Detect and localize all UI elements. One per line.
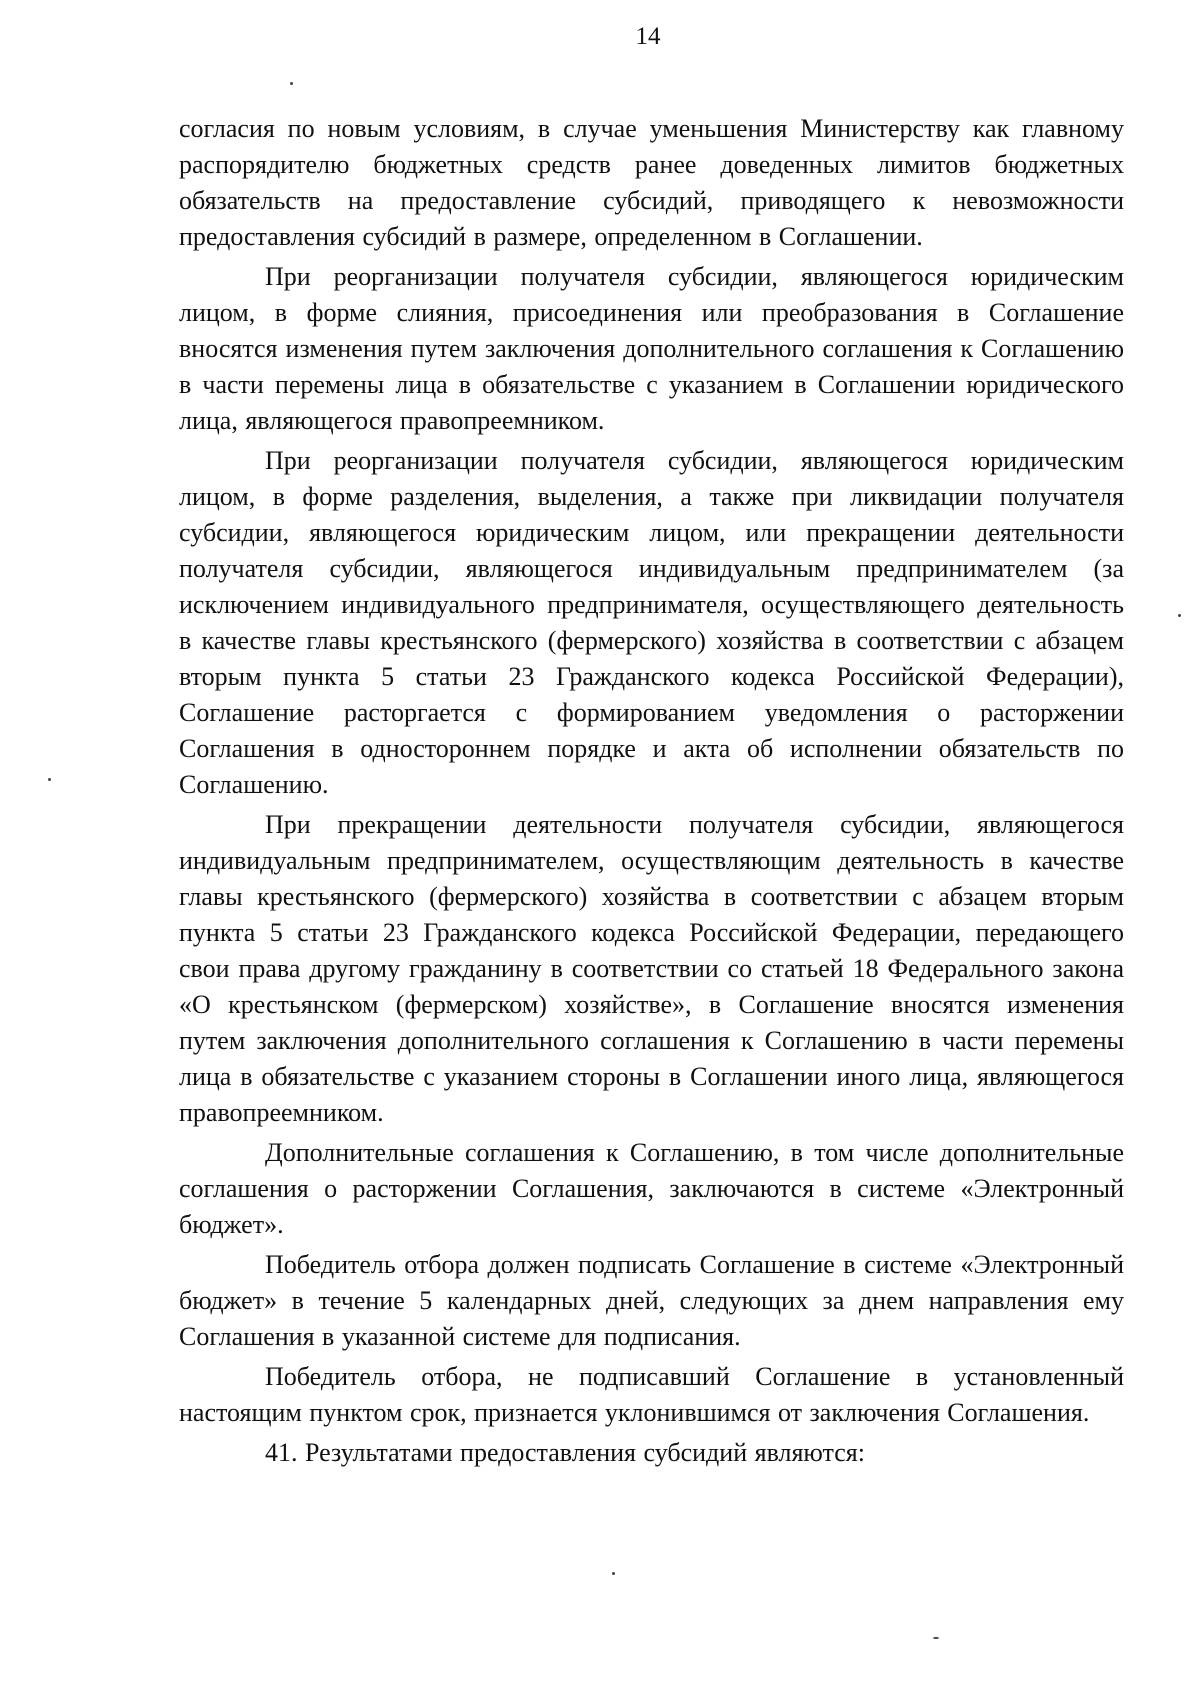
paragraph-item-41: 41. Результатами предоставления субсидий являются: <box>265 1438 865 1467</box>
scan-speck <box>933 1637 939 1639</box>
paragraph-reorganization-division: При реорганизации получателя субсидии, являющегося юридическим лицом, в форме разделения, выделения, а также при ликвидации получателя субсидии, являющегося юридическим лицом, или прекращении деятельности получателя субсидии, являющегося индивидуальным предпринимателем (за исключением индивидуального предпринимателя, осуществляющего деятельность в качестве главы крестьянского (фермерского) хозяйства в соответствии с абзацем вторым пункта 5 статьи 23 Гражданского кодекса Российской Федерации), Соглашение расторгается с формированием уведомления о расторжении Соглашения в одностороннем порядке и акта об исполнении обязательств по Соглашению. <box>179 446 1124 799</box>
scan-speck <box>612 1572 615 1575</box>
page-number: 14 <box>635 23 661 50</box>
document-body <box>179 111 1124 1471</box>
paragraph-reorganization-merger: При реорганизации получателя субсидии, являющегося юридическим лицом, в форме слияния, присоединения или преобразования в Соглашение вносятся изменения путем заключения дополнительного соглашения к Соглашению в части перемены лица в обязательстве с указанием в Соглашении юридического лица, являющегося правопреемником. <box>179 262 1124 435</box>
paragraph-additional-agreements: Дополнительные соглашения к Соглашению, в том числе дополнительные соглашения о расторжении Соглашения, заключаются в системе «Электронный бюджет». <box>179 1138 1124 1239</box>
paragraph-winner-evade: Победитель отбора, не подписавший Соглашение в установленный настоящим пунктом срок, признается уклонившимся от заключения Соглашения. <box>179 1362 1124 1427</box>
scan-speck <box>290 82 293 85</box>
paragraph-termination-entrepreneur: При прекращении деятельности получателя субсидии, являющегося индивидуальным предпринимателем, осуществляющим деятельность в качестве главы крестьянского (фермерского) хозяйства в соответствии с абзацем вторым пункта 5 статьи 23 Гражданского кодекса Российской Федерации, передающего свои права другому гражданину в соответствии со статьей 18 Федерального закона «О крестьянском (фермерском) хозяйстве», в Соглашение вносятся изменения путем заключения дополнительного соглашения к Соглашению в части перемены лица в обязательстве с указанием стороны в Соглашении иного лица, являющегося правопреемником. <box>179 810 1124 1127</box>
scan-speck <box>48 778 51 781</box>
paragraph-continuation: согласия по новым условиям, в случае уменьшения Министерству как главному распорядителю бюджетных средств ранее доведенных лимитов бюджетных обязательств на предоставление субсидий, приводящего к невозможности предоставления субсидий в размере, определенном в Соглашении. <box>179 114 1124 251</box>
paragraph-winner-sign: Победитель отбора должен подписать Соглашение в системе «Электронный бюджет» в течение 5 календарных дней, следующих за днем направления ему Соглашения в указанной системе для подписания. <box>179 1250 1124 1351</box>
scan-speck <box>1178 614 1181 617</box>
